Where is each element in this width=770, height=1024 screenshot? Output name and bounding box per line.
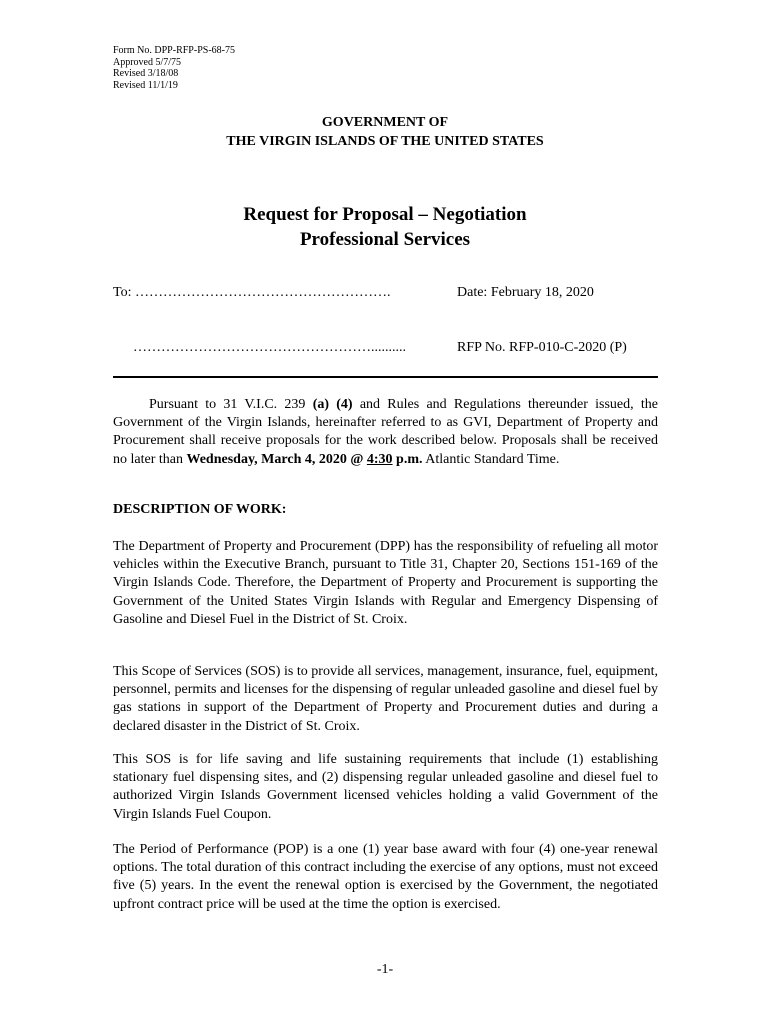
- intro-paragraph: [113, 396, 658, 469]
- form-number: Form No. DPP-RFP-PS-68-75: [113, 45, 235, 56]
- government-line-1: GOVERNMENT OF: [321, 115, 449, 130]
- address-blank: ……………………………………………..........: [133, 340, 406, 355]
- to-blank: ……………………………………………….: [134, 285, 391, 300]
- intro-text-3: Atlantic Standard Time.: [422, 451, 560, 467]
- paragraph-sos-scope: This Scope of Services (SOS) is to provide all services, management, insurance, fuel, equipment, personnel, permits and licenses for the dispensing of regular unleaded gasoline and diesel fuel by gas stations in support of the Department of Property and Procurement duties and during a declared disaster in the District of St. Croix.: [113, 664, 658, 734]
- description-heading: DESCRIPTION OF WORK:: [113, 502, 287, 517]
- intro-text-1: Pursuant to 31 V.I.C. 239: [149, 397, 313, 412]
- government-header: [0, 113, 770, 151]
- intro-deadline: [186, 452, 422, 467]
- date-field: Date: February 18, 2020: [457, 285, 594, 300]
- deadline-time: 4:30: [366, 451, 393, 467]
- page-number: -1-: [376, 962, 394, 977]
- intro-bold-statute: (a) (4): [312, 397, 353, 412]
- title-line-2: Professional Services: [299, 229, 471, 250]
- revised-date-1: Revised 3/18/08: [113, 68, 179, 79]
- government-line-2: THE VIRGIN ISLANDS OF THE UNITED STATES: [226, 134, 544, 149]
- rfp-number: RFP No. RFP-010-C-2020 (P): [457, 340, 627, 355]
- document-title: [0, 202, 770, 252]
- deadline-date: Wednesday, March 4, 2020 @: [186, 451, 367, 467]
- form-metadata: [113, 45, 235, 91]
- paragraph-sos-requirements: This SOS is for life saving and life sustaining requirements that include (1) establishing stationary fuel dispensing sites, and (2) dispensing regular unleaded gasoline and diesel fuel to authorized Virgin Islands Government licensed vehicles holding a valid Government of the Virgin Islands Fuel Coupon.: [113, 752, 658, 822]
- paragraph-pop: The Period of Performance (POP) is a one (1) year base award with four (4) one-year renewal options. The total duration of this contract including the exercise of any options, must not exceed five (5) years. In the event the renewal option is exercised by the Government, the negotiated upfront contract price will be used at the time the option is exercised.: [113, 842, 658, 912]
- paragraph-dpp: The Department of Property and Procurement (DPP) has the responsibility of refueling all motor vehicles within the Executive Branch, pursuant to Title 31, Chapter 20, Sections 151-169 of the Virgin Islands Code. Therefore, the Department of Property and Procurement is supporting the Government of the United States Virgin Islands with Regular and Emergency Dispensing of Gasoline and Diesel Fuel in the District of St. Croix.: [113, 539, 658, 627]
- to-field: [113, 285, 390, 301]
- title-line-1: Request for Proposal – Negotiation: [243, 204, 527, 225]
- to-label: To:: [113, 285, 132, 300]
- deadline-meridiem: p.m.: [392, 451, 423, 467]
- revised-date-2: Revised 11/1/19: [113, 79, 178, 91]
- approved-date: Approved 5/7/75: [113, 56, 182, 68]
- intro-text-2: and Rules and Regulations thereunder issued, the Government of the Virgin Islands, hereinafter referred to as GVI, Department of Property and Procurement shall receive proposals for the work described below. Proposals shall be received no later than: [113, 397, 658, 467]
- divider-line: [113, 376, 658, 378]
